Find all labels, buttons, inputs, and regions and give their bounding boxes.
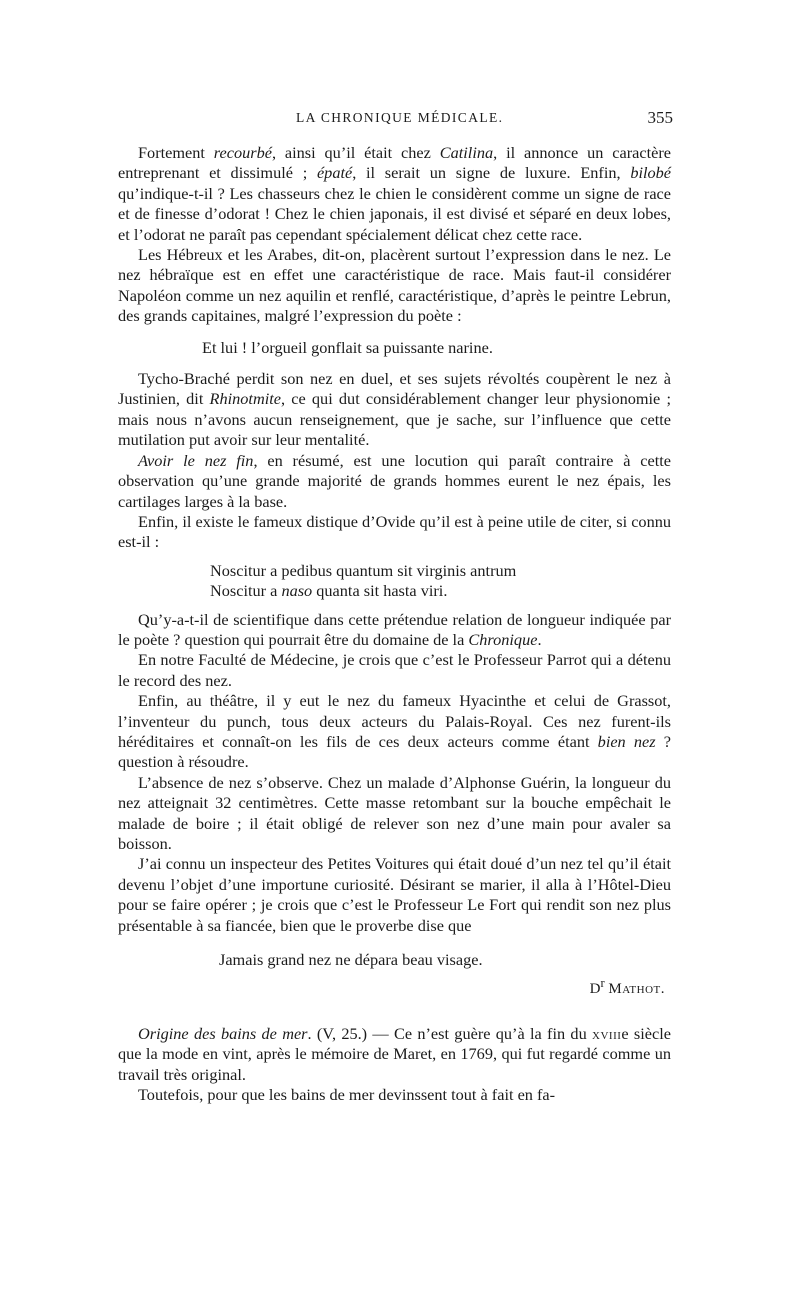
verse-line: [210, 581, 671, 601]
text-segment: Tycho-Braché perdit son nez en duel, et ses sujets révoltés coupèrent le nez à Justinien, dit: [118, 369, 671, 409]
paragraph: [118, 691, 671, 773]
verse-quote: [118, 338, 671, 358]
verse-text: Noscitur a: [210, 581, 282, 601]
paragraph: [118, 369, 671, 451]
paragraph: [118, 1085, 671, 1105]
text-segment: J’ai connu un inspecteur des Petites Voitures qui était doué d’un nez tel qu’il était devenu l’objet d’une importune curiosité. Désirant se marier, il alla à l’Hôtel-Dieu pour se faire opérer ; je crois que c’est le Professeur Le Fort qui rendit son nez plus présentable à sa fiancée, bien que le proverbe dise que: [118, 854, 671, 935]
text-segment: , il serait un signe de luxure. Enfin,: [352, 163, 631, 183]
italic-text: Rhinotmite: [209, 389, 281, 409]
text-segment: L’absence de nez s’observe. Chez un malade d’Alphonse Guérin, la longueur du nez atteignait 32 centimètres. Cette masse retombant sur la bouche empêchait le malade de boire ; il était obligé de relever son nez d’une main pour avaler sa boisson.: [118, 772, 671, 853]
text-segment: Qu’y-a-t-il de scientifique dans cette prétendue relation de longueur indiquée par le poète ? question qui pourrait être du domaine de la: [118, 609, 671, 649]
verse-line: Et lui ! l’orgueil gonflait sa puissante narine.: [202, 337, 493, 357]
italic-text: recourbé: [213, 143, 272, 162]
paragraph: [118, 245, 671, 327]
text-segment: e siècle que la mode en vint, après le mémoire de Maret, en 1769, qui fut regardé comme un travail très original.: [118, 1023, 671, 1084]
running-title: LA CHRONIQUE MÉDICALE.: [296, 110, 504, 125]
paragraph: [118, 854, 671, 936]
italic-text: bien nez: [597, 731, 656, 751]
small-caps-text: xviii: [592, 1023, 622, 1043]
page-header: [118, 108, 673, 130]
paragraph: [118, 451, 671, 512]
text-segment: Toutefois, pour que les bains de mer devinssent tout à fait en fa-: [138, 1085, 556, 1105]
text-segment: Enfin, au théâtre, il y eut le nez du fameux Hyacinthe et celui de Grassot, l’inventeur du punch, tous deux acteurs du Palais-Royal. Ces nez furent-ils héréditaires et connaît-on les fils de ces deux acteurs comme étant: [118, 691, 671, 751]
text-segment: ? question à résoudre.: [118, 731, 672, 772]
text-segment: qu’indique-t-il ? Les chasseurs chez le chien le considèrent comme un signe de race et de finesse d’odorat ! Chez le chien japonais, il est divisé et séparé en deux lobes, et l’odorat ne paraît pas cependant spécialement délicat chez cette race.: [118, 183, 671, 244]
page-number: 355: [647, 108, 673, 127]
verse-line: Noscitur a pedibus quantum sit virginis antrum: [210, 560, 517, 580]
paragraph: [118, 773, 671, 855]
article-body: [118, 143, 671, 1105]
italic-text: Origine des bains de mer: [138, 1023, 308, 1043]
signature-prefix: D: [589, 981, 601, 998]
signature-name: Mathot.: [608, 981, 665, 998]
text-segment: , ainsi qu’il était chez: [271, 143, 440, 162]
paragraph: [118, 650, 671, 691]
text-segment: .: [537, 629, 542, 649]
paragraph: [118, 143, 671, 245]
paragraph: [118, 610, 671, 651]
signature-superscript: r: [600, 976, 605, 991]
text-segment: Les Hébreux et les Arabes, dit-on, placèrent surtout l’expression dans le nez. Le nez hébraïque est en effet une caractéristique de race. Mais faut-il considérer Napoléon comme un nez aquilin et renflé, caractéristique, d’après le peintre Lebrun, des grands capitaines, malgré l’expression du poète :: [118, 245, 671, 326]
italic-text: Avoir le nez fin: [138, 450, 254, 470]
italic-text: bilobé: [630, 163, 672, 183]
text-segment: Fortement: [138, 143, 214, 162]
proverb-quote: [118, 950, 671, 970]
author-signature: [118, 973, 671, 999]
ovid-distich: [118, 561, 671, 602]
verse-italic: naso: [281, 581, 313, 601]
text-segment: Enfin, il existe le fameux distique d’Ovide qu’il est à peine utile de citer, si connu est-il :: [118, 511, 671, 552]
text-segment: . (V, 25.) — Ce n’est guère qu’à la fin du: [307, 1023, 593, 1043]
italic-text: Catilina: [439, 143, 494, 162]
verse-line: Jamais grand nez ne dépara beau visage.: [219, 950, 483, 970]
paragraph: [118, 512, 671, 553]
text-segment: , ce qui dut considérablement changer leur physionomie ; mais nous n’avons aucun renseignement, que je sache, sur l’influence que cette mutilation put avoir sur leur mentalité.: [118, 389, 671, 450]
italic-text: Chronique: [468, 629, 538, 649]
text-segment: , il annonce un caractère entreprenant et dissimulé ;: [118, 143, 671, 183]
text-segment: , en résumé, est une locution qui paraît contraire à cette observation qu’une grande majorité de grands hommes eurent le nez épais, les cartilages larges à la base.: [118, 450, 671, 511]
paragraph: [118, 1024, 671, 1085]
text-segment: En notre Faculté de Médecine, je crois que c’est le Professeur Parrot qui a détenu le record des nez.: [118, 650, 671, 690]
italic-text: épaté: [316, 163, 353, 183]
verse-text: quanta sit hasta viri.: [312, 581, 448, 601]
